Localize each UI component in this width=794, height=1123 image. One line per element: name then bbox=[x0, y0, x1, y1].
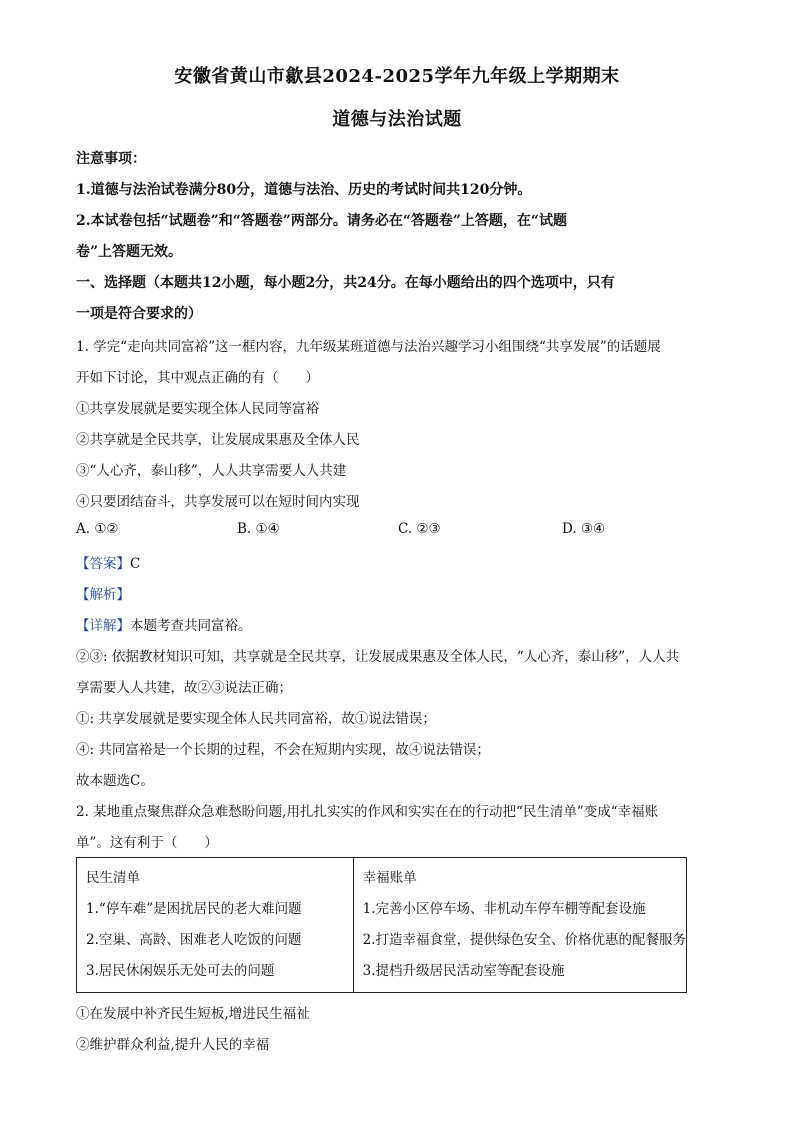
notice-item-1: 1.道德与法治试卷满分80分，道德与法治、历史的考试时间共120分钟。 bbox=[76, 182, 532, 198]
happiness-bill-item: 2.打造幸福食堂，提供绿色安全、价格优惠的配餐服务 bbox=[362, 932, 686, 948]
notice-item-2-line-2: 卷”上答题无效。 bbox=[76, 244, 183, 260]
livelihood-table bbox=[76, 857, 687, 993]
q1-option-b: B. ①④ bbox=[237, 521, 280, 537]
page-subtitle: 道德与法治试题 bbox=[332, 109, 462, 130]
section-heading-line-2: 一项是符合要求的） bbox=[76, 306, 202, 322]
notice-item-2-line-1: 2.本试卷包括“试题卷”和“答题卷”两部分。请务必在“答题卷”上答题，在“试题 bbox=[76, 213, 567, 229]
livelihood-list-header: 民生清单 bbox=[86, 870, 140, 886]
q1-conclusion: 故本题选C。 bbox=[76, 773, 154, 789]
livelihood-list-item: 2.空巢、高龄、困难老人吃饭的问题 bbox=[86, 932, 302, 948]
page-title: 安徽省黄山市歙县2024-2025学年九年级上学期期末 bbox=[174, 66, 620, 87]
q1-statement-4: ④只要团结奋斗，共享发展可以在短时间内实现 bbox=[76, 494, 360, 510]
q2-stem-line-2: 单”。这有利于（ ） bbox=[76, 835, 218, 851]
q1-explain-2: ①: 共享发展就是要实现全体人民共同富裕，故①说法错误； bbox=[76, 711, 436, 727]
q1-stem-line-1: 1. 学完“走向共同富裕”这一框内容，九年级某班道德与法治兴趣学习小组围绕“共享发展”的话题展 bbox=[76, 339, 661, 355]
livelihood-list-cell bbox=[77, 858, 354, 993]
q1-option-d: D. ③④ bbox=[562, 521, 606, 537]
q1-explain-3: ④: 共同富裕是一个长期的过程，不会在短期内实现，故④说法错误； bbox=[76, 742, 490, 758]
livelihood-list-item: 3.居民休闲娱乐无处可去的问题 bbox=[86, 963, 275, 979]
q1-stem-line-2: 开如下讨论，其中观点正确的有（ ） bbox=[76, 370, 319, 386]
happiness-bill-item: 3.提档升级居民活动室等配套设施 bbox=[362, 963, 565, 979]
q1-option-c: C. ②③ bbox=[398, 521, 441, 537]
q2-statement-1: ①在发展中补齐民生短板,增进民生福祉 bbox=[76, 1006, 310, 1022]
q1-explain-1-line-2: 享需要人人共建，故②③说法正确； bbox=[76, 680, 292, 696]
livelihood-list-item: 1.“停车难”是困扰居民的老大难问题 bbox=[86, 901, 302, 917]
q2-stem-line-1: 2. 某地重点聚焦群众急难愁盼问题,用扎扎实实的作风和实实在在的行动把“民生清单”变成“幸福账 bbox=[76, 804, 659, 820]
q1-answer bbox=[76, 552, 716, 572]
detail-text: 本题考查共同富裕。 bbox=[130, 618, 252, 634]
notice-heading: 注意事项： bbox=[76, 151, 146, 167]
detail-tag: 【详解】 bbox=[76, 618, 130, 634]
q2-statement-2: ②维护群众利益,提升人民的幸福 bbox=[76, 1037, 270, 1053]
happiness-bill-item: 1.完善小区停车场、非机动车停车棚等配套设施 bbox=[362, 901, 646, 917]
q1-statement-1: ①共享发展就是要实现全体人民同等富裕 bbox=[76, 401, 319, 417]
q1-analysis-tag: 【解析】 bbox=[76, 587, 130, 603]
happiness-bill-header: 幸福账单 bbox=[362, 870, 417, 886]
q1-statement-3: ③“人心齐，泰山移”，人人共享需要人人共建 bbox=[76, 463, 347, 479]
answer-value: C bbox=[130, 556, 141, 572]
q1-option-a: A. ①② bbox=[76, 521, 119, 537]
section-heading-line-1: 一、选择题（本题共12小题，每小题2分，共24分。在每小题给出的四个选项中，只有 bbox=[76, 275, 615, 291]
q1-detail bbox=[76, 614, 716, 634]
q1-statement-2: ②共享就是全民共享，让发展成果惠及全体人民 bbox=[76, 432, 360, 448]
answer-tag: 【答案】 bbox=[76, 556, 130, 572]
q1-explain-1-line-1: ②③: 依据教材知识可知，共享就是全民共享，让发展成果惠及全体人民，“人心齐，泰山移”，人人共 bbox=[76, 649, 680, 665]
happiness-bill-cell bbox=[353, 858, 686, 993]
